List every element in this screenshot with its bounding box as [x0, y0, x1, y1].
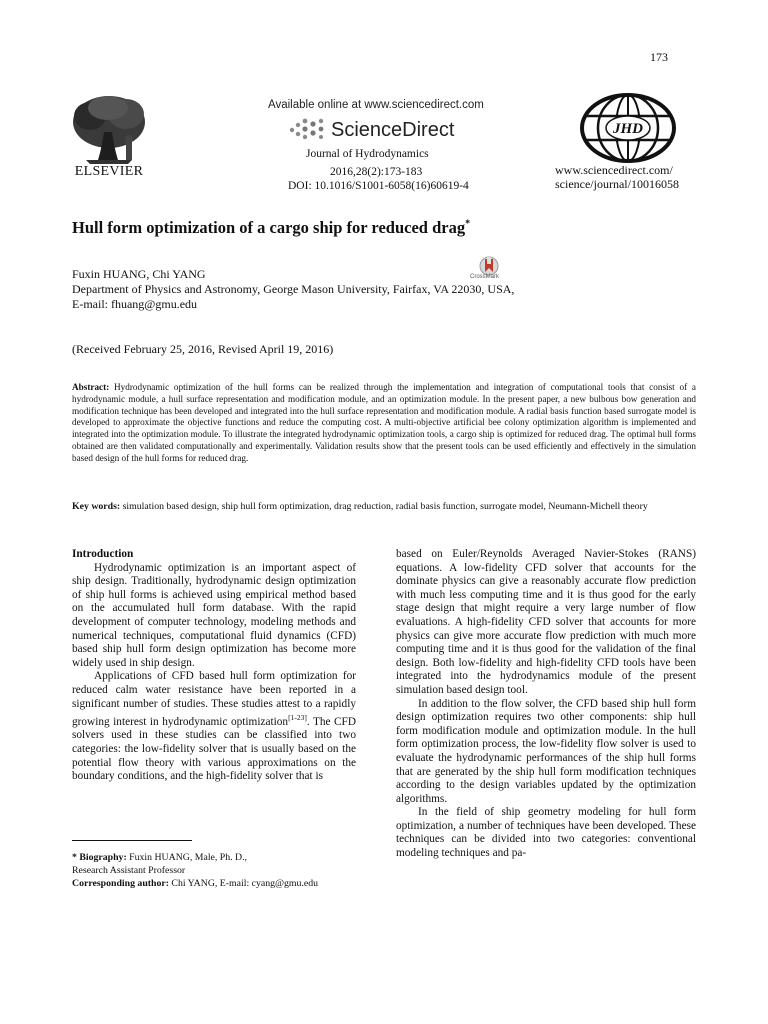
title-footnote-mark: *	[465, 218, 471, 230]
footnote-biography-line2: Research Assistant Professor	[72, 865, 186, 876]
paragraph: Hydrodynamic optimization is an important aspect of ship design. Traditionally, hydrodynamic design optimization of ship hull forms is achieved using empirical method based on the accumulated hull form database. With the rapid development of computer technology, modeling methods and numerical techniques, computational fluid dynamics (CFD) based ship hull form design optimization has become more widely used in ship design.	[72, 561, 356, 669]
journal-name: Journal of Hydrodynamics	[306, 148, 429, 160]
keywords-label: Key words:	[72, 501, 121, 512]
available-online: Available online at www.sciencedirect.com	[268, 99, 484, 111]
body-column-right	[396, 548, 696, 861]
journal-url-line1[interactable]: www.sciencedirect.com/	[555, 163, 673, 177]
received-dates: (Received February 25, 2016, Revised April 19, 2016)	[72, 342, 334, 356]
footnote-corresponding	[72, 878, 318, 891]
doi: DOI: 10.1016/S1001-6058(16)60619-4	[288, 180, 469, 192]
publisher-name: ELSEVIER	[74, 164, 144, 179]
author-email[interactable]: E-mail: fhuang@gmu.edu	[72, 297, 198, 311]
paragraph-text: . The CFD solvers used in these studies can be classified into two categories: the low-fidelity solver that is usually based on the potential flow theory with various approximations on the boundary conditions, and the high-fidelity solver that is	[72, 715, 356, 783]
footnote-biography	[72, 852, 247, 865]
footnote-rule	[72, 840, 192, 841]
biography-label: * Biography:	[72, 852, 127, 863]
body-column-left	[72, 548, 356, 784]
article-title	[72, 218, 470, 238]
crossmark-icon[interactable]	[474, 255, 504, 285]
abstract-text: Hydrodynamic optimization of the hull forms can be realized through the implementation and integration of computational tools that consist of a hydrodynamic module, a hull surface representation and modification module, and an optimization module. In the present paper, a new bulbous bow generation and modification technique has been developed and integrated into the hull surface representation and modification module. A radial basis function based surrogate model is developed to approximate the objective functions and reduce the computing cost. A multi-objective artificial bee colony optimization algorithm is implemented and integrated into the optimization module. To illustrate the integrated hydrodynamic optimization tools, a cargo ship is optimized for reduced drag. The optimal hull forms obtained are then validated computationally and experimentally. Validation results show that the present tools can be used efficiently and effectively in the simulation based design of the hull forms for reduced drag.	[72, 382, 696, 463]
crossmark-label: CrossMark	[470, 274, 500, 280]
authors: Fuxin HUANG, Chi YANG	[72, 267, 206, 281]
volume-pages: 2016,28(2):173-183	[330, 166, 423, 178]
paragraph: based on Euler/Reynolds Averaged Navier-Stokes (RANS) equations. A low-fidelity CFD solver that accounts for the dominate physics can give a reasonably accurate flow prediction with much less computing time and it is thus good for the early stage design that might require a very large number of flow evaluations. A high-fidelity CFD solver that accounts for more physics can give more accurate flow prediction with much more computing time and it is thus good for the validation of the final design. Both low-fidelity and high-fidelity CFD tools have been integrated into the hydrodynamics module of the present simulation based design tool.	[396, 548, 696, 696]
biography-text: Fuxin HUANG, Male, Ph. D.,	[126, 852, 248, 863]
section-heading: Introduction	[72, 548, 134, 560]
paragraph-text: Applications of CFD based hull form optimization for reduced calm water resistance have been reported in a significant number of studies. These studies attest to a rapidly growing interest in hydrodynamic optimization	[72, 670, 356, 728]
sciencedirect-brand: ScienceDirect	[331, 119, 455, 141]
keywords	[72, 500, 696, 513]
citation-ref[interactable]: [1-23]	[288, 713, 307, 723]
paragraph	[72, 670, 356, 784]
corresponding-text: Chi YANG, E-mail: cyang@gmu.edu	[168, 878, 319, 889]
paragraph: In the field of ship geometry modeling for hull form optimization, a number of techniques have been developed. These techniques can be divided into two categories: conventional modeling techniques and pa-	[396, 806, 696, 860]
keywords-text: simulation based design, ship hull form optimization, drag reduction, radial basis function, surrogate model, Neumann-Michell theory	[120, 501, 648, 512]
jhd-logo-text: JHD	[613, 121, 643, 137]
article-title-text: Hull form optimization of a cargo ship for reduced drag	[72, 218, 466, 237]
paragraph: In addition to the flow solver, the CFD based ship hull form design optimization requires two other components: ship hull form modification module and optimization module. In the hull form optimization process, the low-fidelity flow solver is used to evaluate the hydrodynamic performances of the ship hull forms that are generated by the ship hull form modification techniques according to the design variables updated by the optimization algorithms.	[396, 697, 696, 805]
corresponding-label: Corresponding author:	[72, 878, 169, 889]
sciencedirect-dots-icon	[286, 116, 328, 142]
jhd-globe-logo	[576, 92, 680, 164]
page-number: 173	[650, 50, 668, 64]
abstract	[72, 382, 696, 465]
journal-url-line2[interactable]: science/journal/10016058	[555, 177, 679, 191]
affiliation: Department of Physics and Astronomy, George Mason University, Fairfax, VA 22030, USA,	[72, 282, 515, 296]
abstract-label: Abstract:	[72, 382, 110, 392]
